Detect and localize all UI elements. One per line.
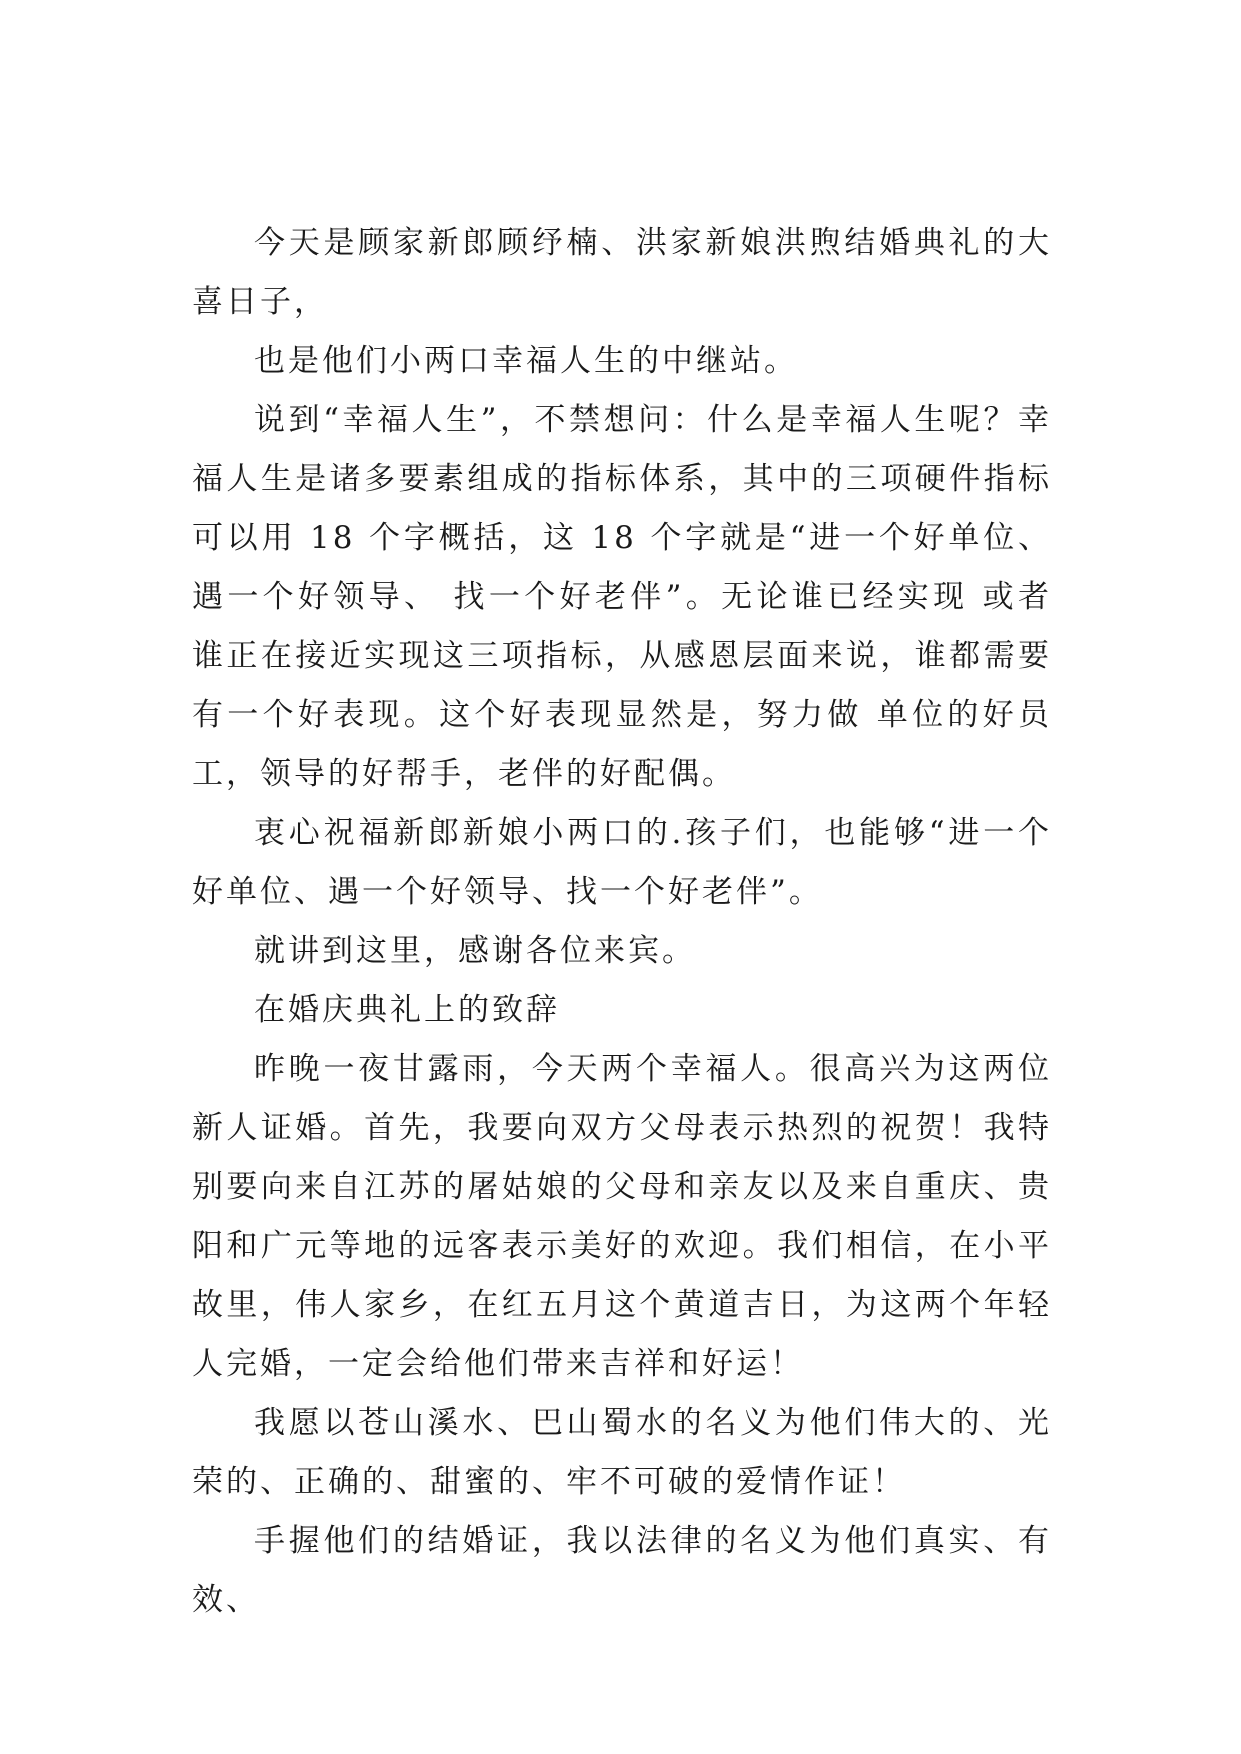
paragraph: 衷心祝福新郎新娘小两口的.孩子们，也能够“进一个好单位、遇一个好领导、找一个好老伴”。: [192, 815, 1052, 910]
paragraph: 我愿以苍山溪水、巴山蜀水的名义为他们伟大的、光荣的、正确的、甜蜜的、牢不可破的爱情作证！: [192, 1405, 1052, 1500]
document-body: [192, 214, 1052, 1630]
paragraph: 今天是顾家新郎顾纾楠、洪家新娘洪煦结婚典礼的大喜日子，: [192, 225, 1052, 320]
paragraph: 说到“幸福人生”，不禁想问：什么是幸福人生呢？幸福人生是诸多要素组成的指标体系，其中的三项硬件指标可以用 18 个字概括，这 18 个字就是“进一个好单位、遇一个好领导、 找一个好老伴”。无论谁已经实现 或者谁正在接近实现这三项指标，从感恩层面来说，谁都需要有一个好表现。这个好表现显然是，努力做 单位的好员工，领导的好帮手，老伴的好配偶。: [192, 402, 1052, 792]
paragraph: 手握他们的结婚证，我以法律的名义为他们真实、有效、: [192, 1523, 1052, 1618]
section-heading: 在婚庆典礼上的致辞: [254, 992, 560, 1028]
paragraph: 昨晚一夜甘露雨，今天两个幸福人。很高兴为这两位新人证婚。首先，我要向双方父母表示热烈的祝贺！我特别要向来自江苏的屠姑娘的父母和亲友以及来自重庆、贵阳和广元等地的远客表示美好的欢迎。我们相信，在小平故里，伟人家乡，在红五月这个黄道吉日，为这两个年轻人完婚，一定会给他们带来吉祥和好运！: [192, 1051, 1052, 1382]
paragraph: 就讲到这里，感谢各位来宾。: [254, 933, 696, 969]
paragraph: 也是他们小两口幸福人生的中继站。: [254, 343, 798, 379]
